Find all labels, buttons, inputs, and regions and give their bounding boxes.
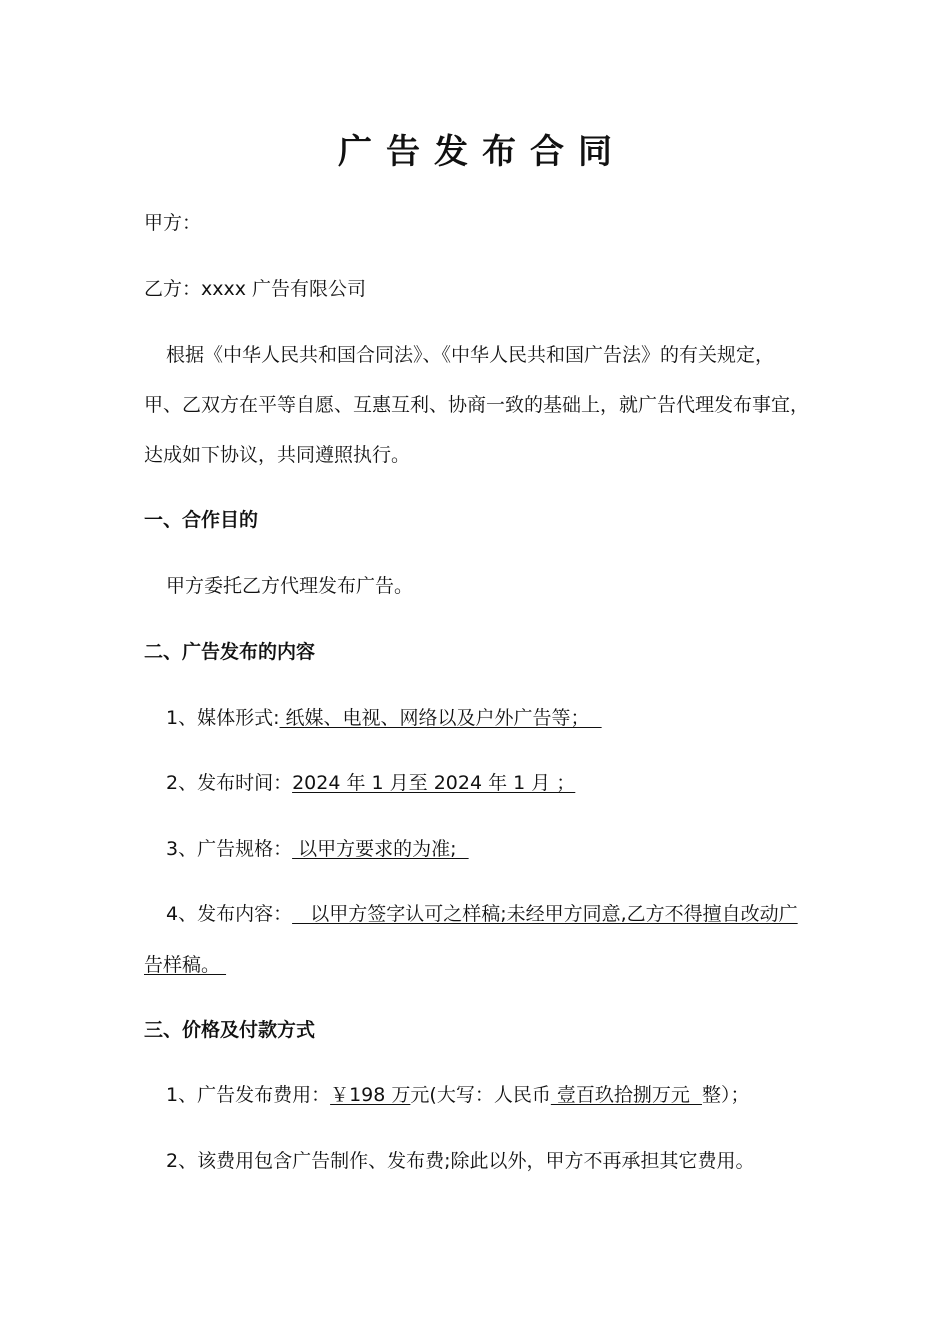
fee-inclusion-line: 2、该费用包含广告制作、发布费;除此以外，甲方不再承担其它费用。	[166, 1150, 755, 1172]
party-b-name: xxxx 广告有限公司	[201, 278, 367, 300]
fee-label: 1、广告发布费用：	[166, 1084, 331, 1106]
section-1-body: 甲方委托乙方代理发布广告。	[166, 575, 414, 597]
preamble-line-2: 甲、乙双方在平等自愿、互惠互利、协商一致的基础上，就广告代理发布事宜，	[144, 394, 810, 416]
media-form-value: 纸媒、电视、网络以及户外广告等；	[279, 707, 602, 729]
party-a-label: 甲方：	[144, 212, 202, 234]
ad-spec-line	[166, 834, 836, 864]
publish-content-line	[166, 899, 836, 929]
ad-spec-value: 以甲方要求的为准;	[292, 838, 469, 860]
preamble-line-3: 达成如下协议，共同遵照执行。	[144, 444, 411, 466]
party-a-line	[144, 208, 814, 238]
publish-time-label: 2、发布时间：	[166, 772, 293, 794]
section-1-heading: 一、合作目的	[144, 509, 259, 531]
section-2-heading: 二、广告发布的内容	[144, 641, 316, 663]
preamble-line-1: 根据《中华人民共和国合同法》、《中华人民共和国广告法》的有关规定，	[166, 344, 775, 366]
fee-mid: 元(大写：人民币	[410, 1084, 551, 1106]
publish-content-continuation	[144, 950, 814, 980]
fee-capital-amount: 壹百玖拾捌万元	[550, 1084, 702, 1106]
media-form-line	[166, 703, 836, 733]
media-form-label: 1、媒体形式:	[166, 707, 280, 729]
fee-end: 整）；	[701, 1084, 750, 1106]
party-b-label: 乙方：	[144, 278, 202, 300]
publish-time-line	[166, 768, 836, 798]
section-3-heading: 三、价格及付款方式	[144, 1019, 316, 1041]
publish-content-label: 4、发布内容：	[166, 903, 293, 925]
fee-line	[166, 1080, 836, 1110]
publish-content-value-2: 告样稿。	[144, 954, 227, 976]
fee-amount: ￥198 万	[330, 1084, 411, 1106]
publish-time-value: 2024 年 1 月至 2024 年 1 月 ；	[292, 772, 576, 794]
publish-content-value: 以甲方签字认可之样稿;未经甲方同意,乙方不得擅自改动广	[292, 903, 798, 925]
document-title: 广告发布合同	[338, 132, 626, 172]
party-b-line	[144, 274, 814, 304]
ad-spec-label: 3、广告规格：	[166, 838, 293, 860]
